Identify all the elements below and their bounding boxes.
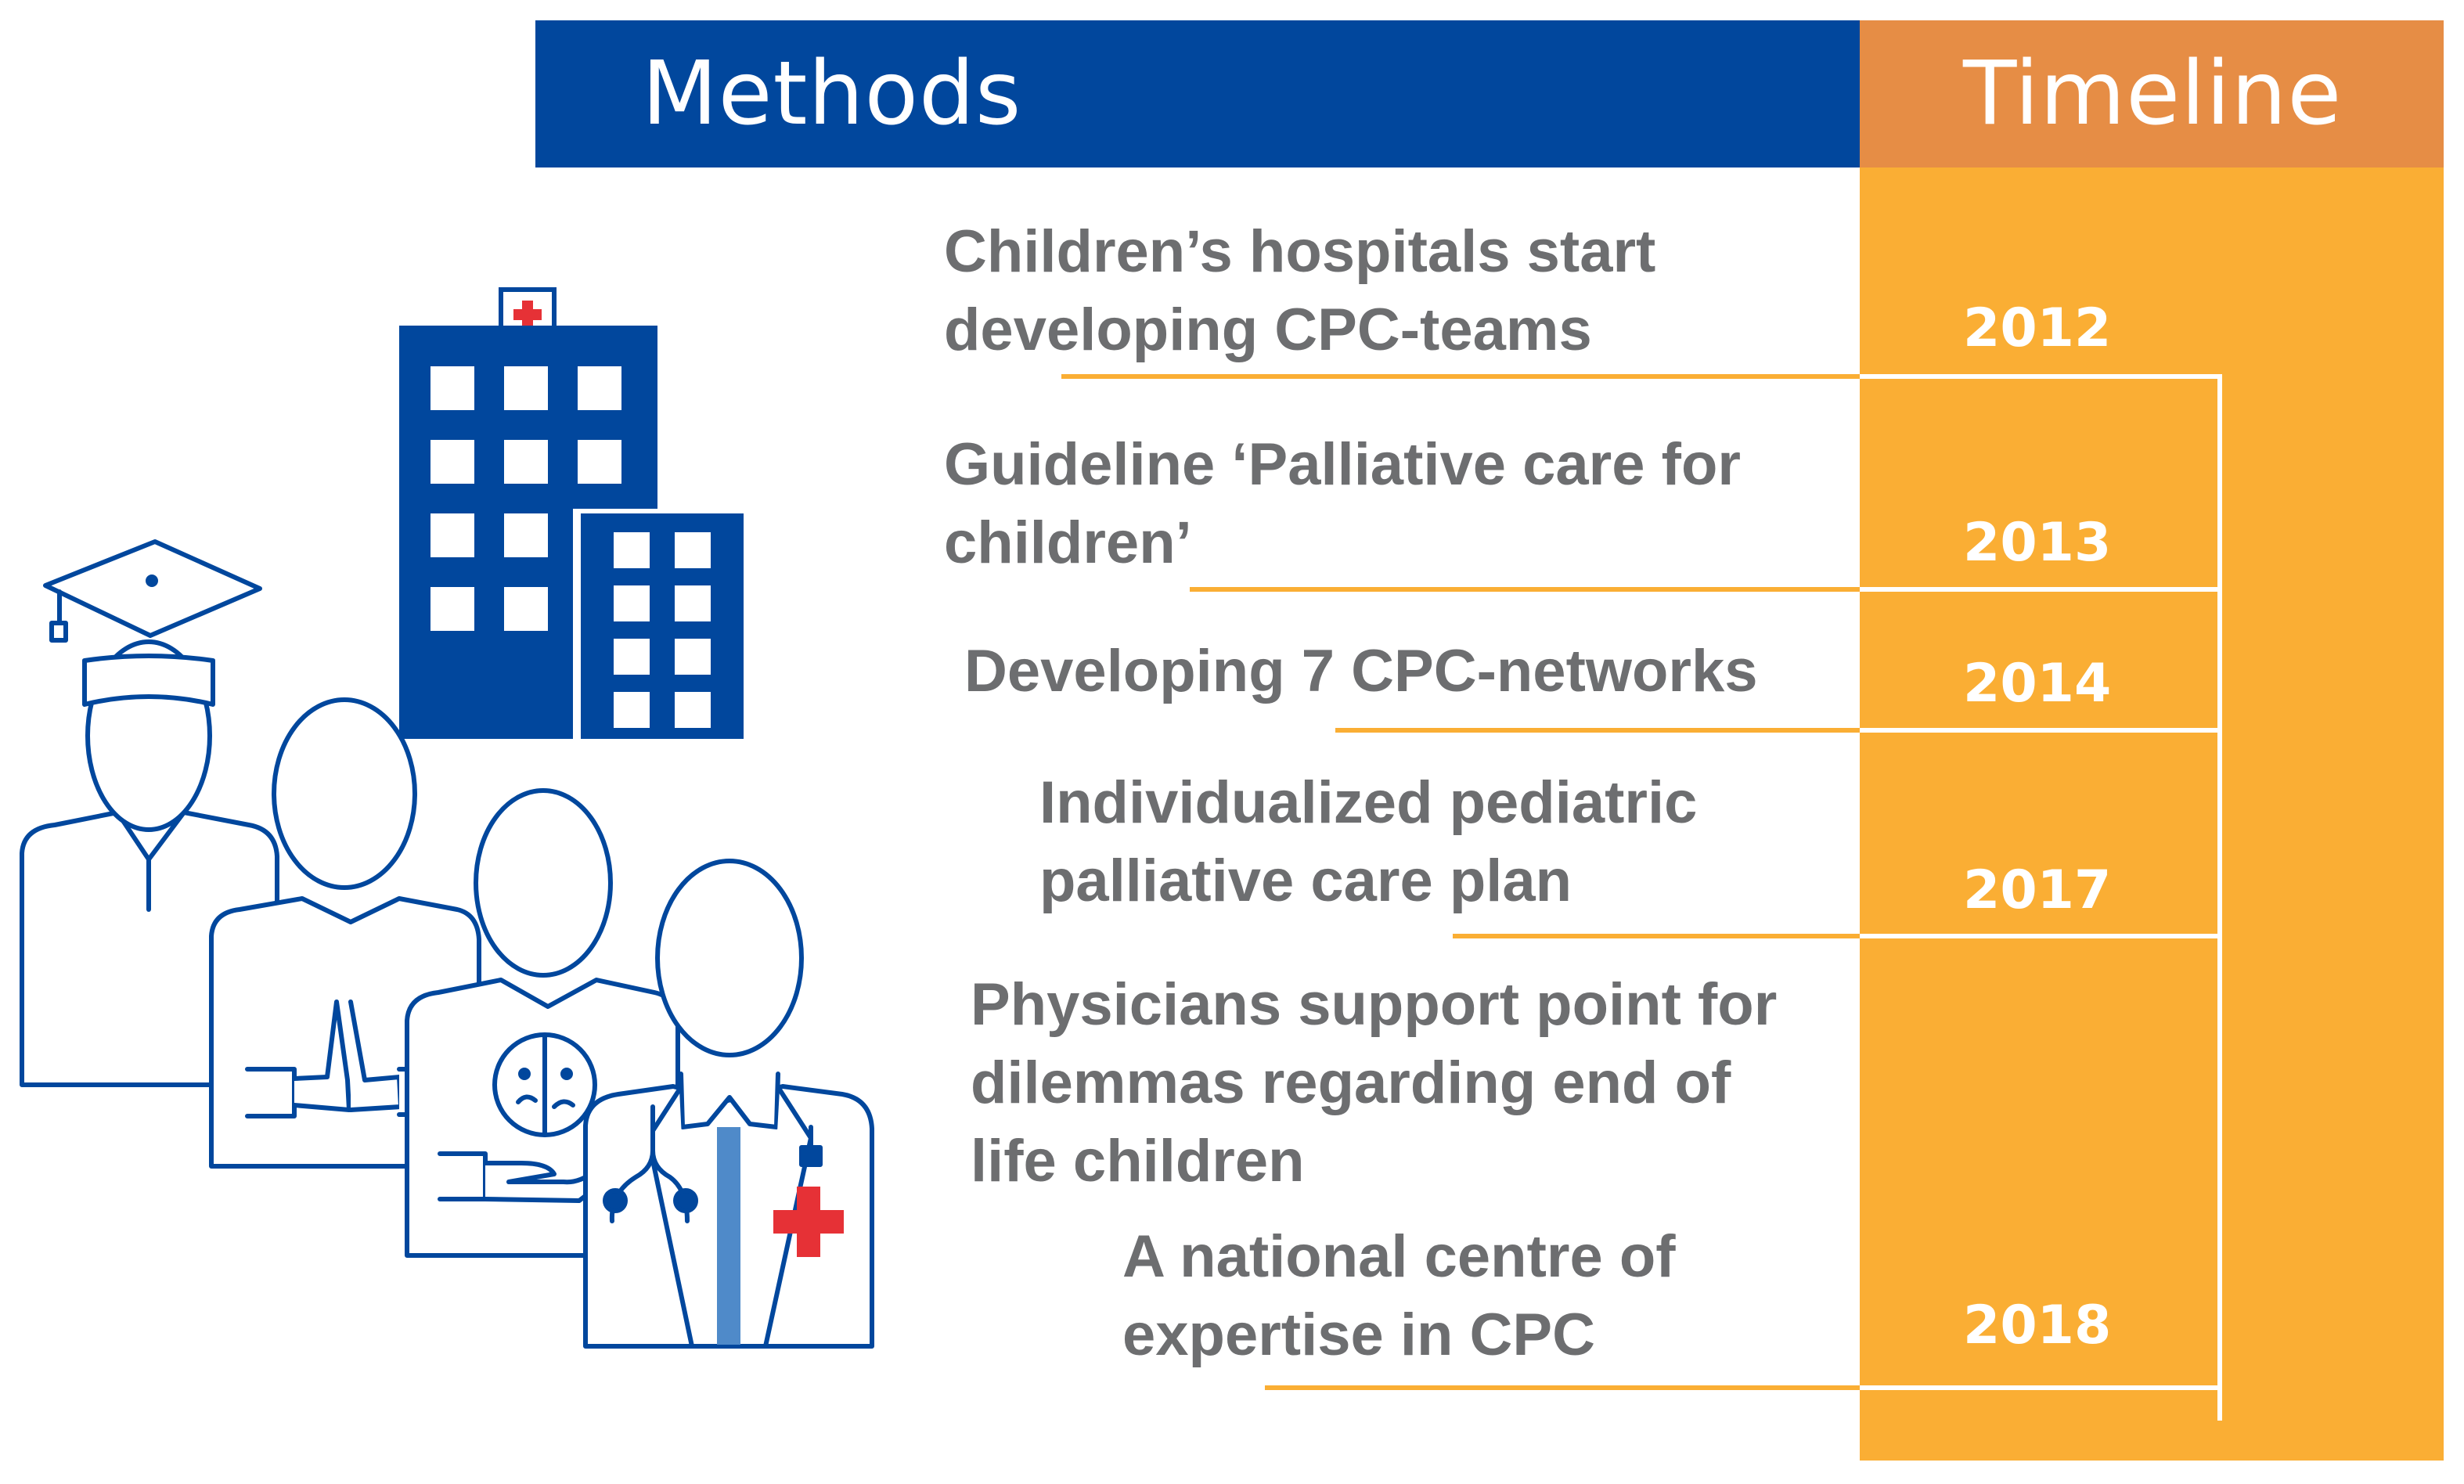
event-line: developing CPC-teams	[944, 297, 1592, 363]
event-line: Individualized pediatric	[1039, 769, 1698, 836]
event-line: palliative care plan	[1039, 848, 1572, 914]
event-line: Guideline ‘Palliative care for	[944, 431, 1741, 498]
event-line: Physicians support point for	[971, 971, 1778, 1038]
event-line: expertise in CPC	[1122, 1302, 1595, 1368]
event-text-2013	[944, 426, 1741, 582]
year-2013: 2013	[1963, 512, 2112, 574]
hospital-building-icon	[399, 290, 745, 744]
year-2017: 2017	[1963, 859, 2112, 921]
event-line: dilemmas regarding end of	[971, 1050, 1731, 1116]
event-text-2018	[1122, 1218, 1676, 1374]
event-line: children’	[944, 510, 1192, 576]
event-line: A national centre of	[1122, 1223, 1676, 1290]
year-2012: 2012	[1963, 297, 2112, 359]
care-team-illustration	[0, 0, 939, 1393]
event-text-2017	[1039, 764, 1697, 920]
year-2018: 2018	[1963, 1295, 2112, 1356]
event-line: Developing 7 CPC-networks	[964, 638, 1758, 704]
event-text-physicians	[971, 966, 1777, 1201]
event-line: Children’s hospitals start	[944, 218, 1656, 285]
event-line: life children	[971, 1128, 1305, 1194]
timeline-label: Timeline	[1963, 43, 2343, 145]
event-text-2012	[944, 213, 1655, 369]
methods-label: Methods	[642, 43, 1022, 145]
doctor-person-icon	[585, 861, 872, 1346]
year-2014: 2014	[1963, 653, 2112, 715]
event-text-2014	[964, 632, 1758, 711]
